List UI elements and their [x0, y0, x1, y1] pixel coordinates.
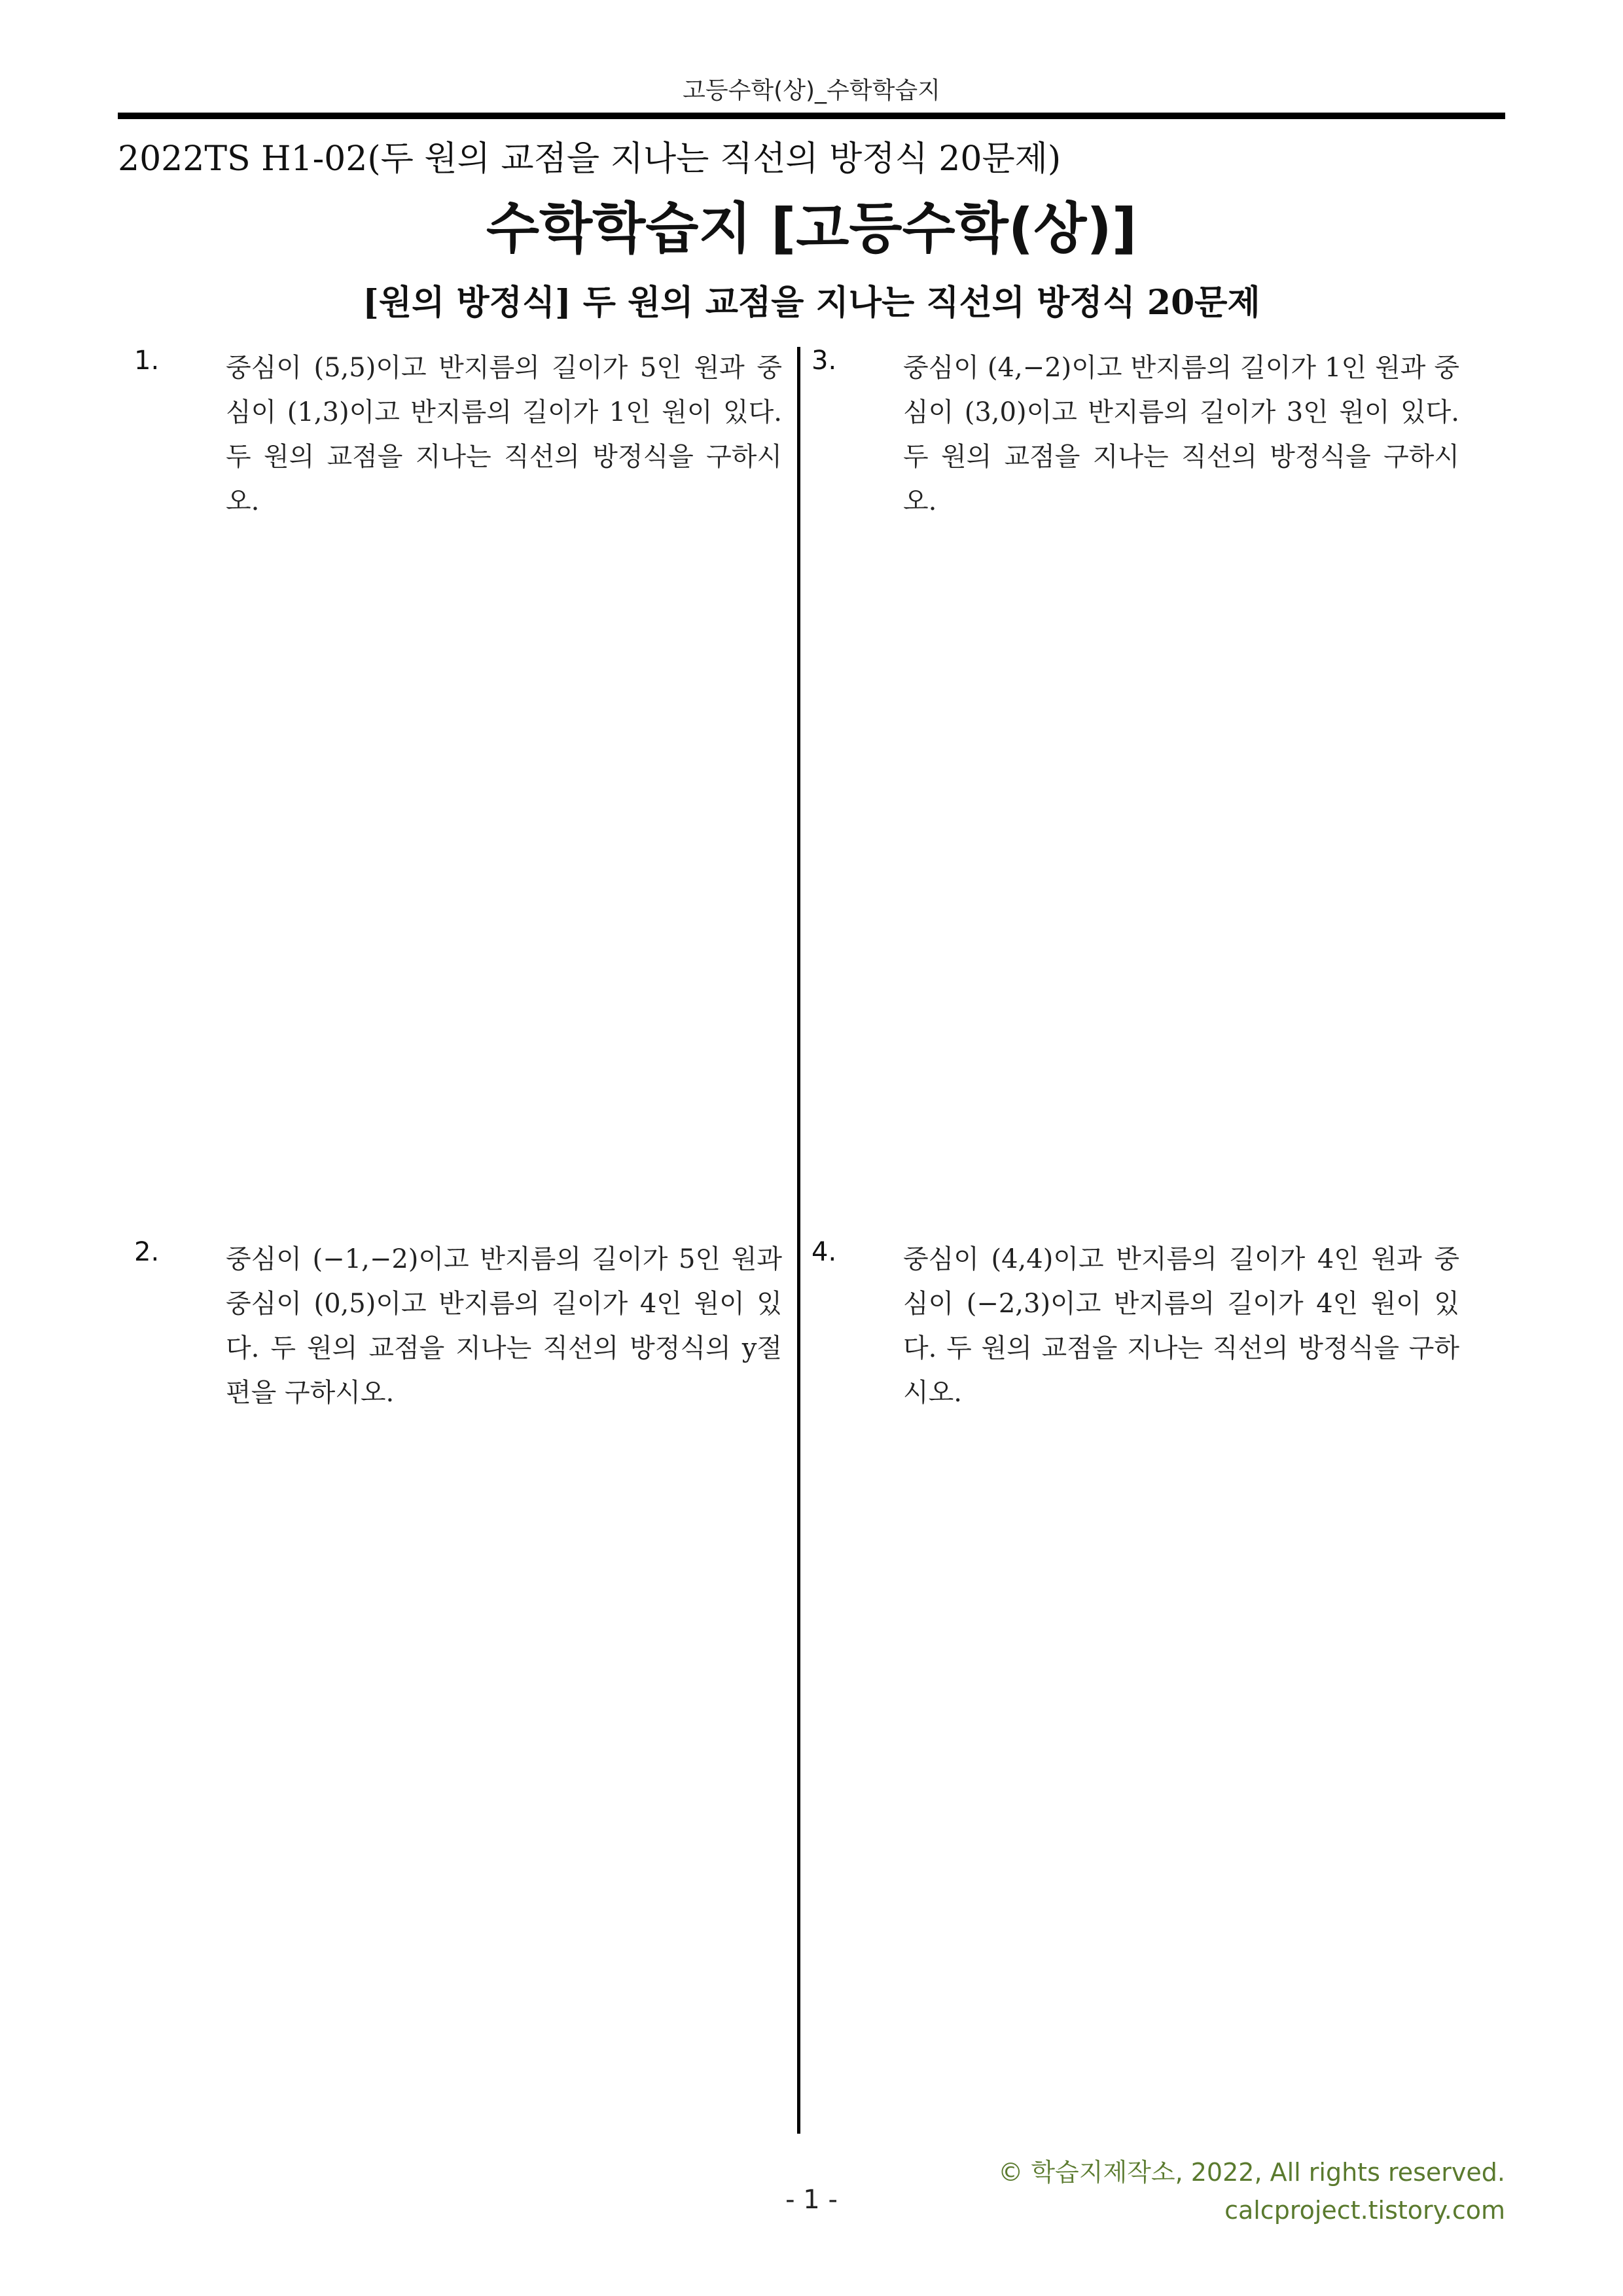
problem-text: 중심이 (4,4)이고 반지름의 길이가 4인 원과 중심이 (−2,3)이고 반지름의 길이가 4인 원이 있다. 두 원의 교점을 지나는 직선의 방정식을 구하시오. [903, 1244, 1459, 1408]
problem-number: 1. [134, 346, 160, 376]
website-link[interactable]: calcproject.tistory.com [1224, 2196, 1505, 2225]
page-number: - 1 - [785, 2185, 838, 2215]
problem-text: 중심이 (−1,−2)이고 반지름의 길이가 5인 원과 중심이 (0,5)이고 반지름의 길이가 4인 원이 있다. 두 원의 교점을 지나는 직선의 방정식의 y절편을 구하시오. [226, 1244, 782, 1408]
page-subtitle: [원의 방정식] 두 원의 교점을 지나는 직선의 방정식 20문제 [363, 283, 1260, 323]
problem-3 [812, 346, 1466, 1196]
problem-1 [134, 346, 782, 1196]
copyright-text: © 학습지제작소, 2022, All rights reserved. [998, 2158, 1505, 2187]
column-divider [797, 347, 800, 2134]
problem-number: 2. [134, 1237, 160, 1267]
problem-number: 4. [812, 1237, 837, 1267]
header-rule [118, 113, 1505, 119]
problem-text: 중심이 (5,5)이고 반지름의 길이가 5인 원과 중심이 (1,3)이고 반지름의 길이가 1인 원이 있다. 두 원의 교점을 지나는 직선의 방정식을 구하시오. [226, 353, 782, 516]
running-title: 고등수학(상)_수학학습지 [683, 77, 940, 104]
problem-number: 3. [812, 346, 837, 376]
problem-2 [134, 1237, 782, 2088]
problem-4 [812, 1237, 1466, 2088]
worksheet-code: 2022TS H1-02(두 원의 교점을 지나는 직선의 방정식 20문제) [118, 139, 1061, 179]
page-title: 수학학습지 [고등수학(상)] [486, 196, 1137, 260]
problem-text: 중심이 (4,−2)이고 반지름의 길이가 1인 원과 중심이 (3,0)이고 반지름의 길이가 3인 원이 있다. 두 원의 교점을 지나는 직선의 방정식을 구하시오. [903, 353, 1459, 516]
